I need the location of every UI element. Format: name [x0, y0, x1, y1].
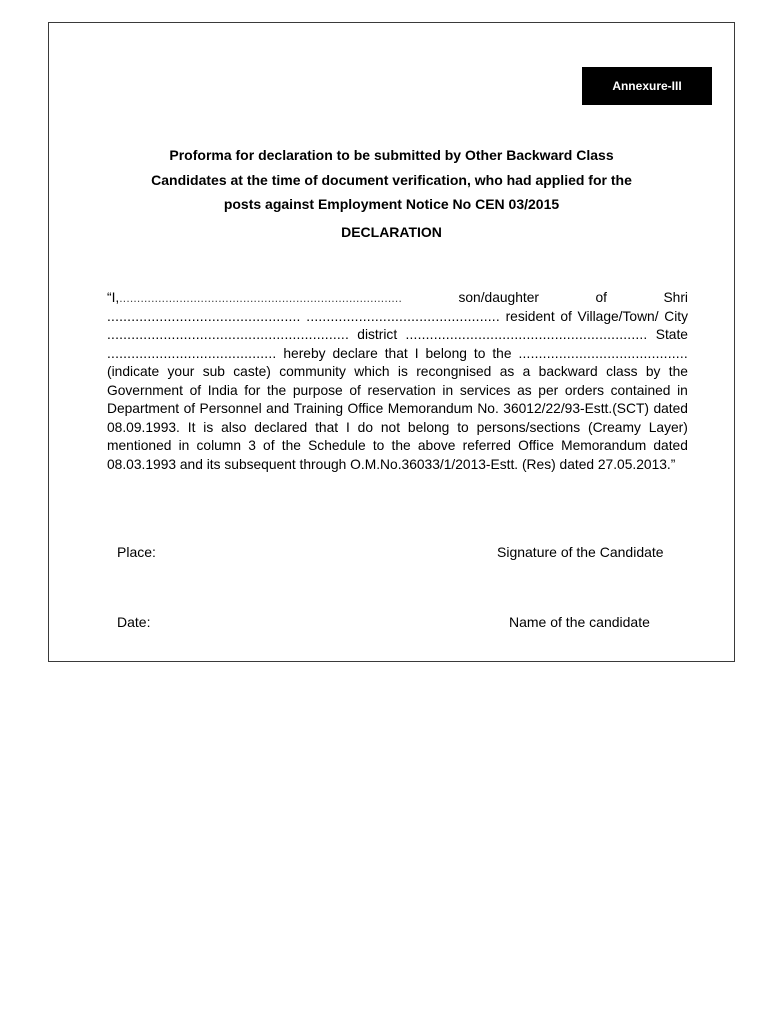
body-word: that — [384, 345, 408, 361]
district-blank: ............................................................ — [405, 327, 648, 342]
body-word: I — [414, 345, 419, 361]
name-blank: “I,................................................................................ — [107, 290, 402, 305]
title-line: posts against Employment Notice No CEN 03/2015 — [223, 196, 560, 212]
date-label: Date: — [117, 614, 151, 630]
body-last-line-text: 08.03.1993 and its subsequent through O.M.No.36033/1/2013-Estt. (Res) dated 27.05.2013. — [107, 456, 671, 472]
body-line: (indicate your sub caste) community which is recongnised as a backward class by the — [107, 364, 688, 379]
title-line: Candidates at the time of document verification, who had applied for the — [151, 171, 632, 188]
body-word: belong — [425, 345, 467, 361]
place-label: Place: — [117, 544, 156, 560]
body-line: Government of India for the purpose of reservation in services as per orders contained in — [107, 382, 688, 398]
body-line — [107, 326, 688, 345]
declaration-body — [107, 289, 688, 474]
closing-quote: ” — [670, 456, 676, 472]
title-line: Proforma for declaration to be submitted by Other Backward Class — [169, 147, 614, 163]
body-word: Shri — [663, 290, 688, 305]
document-frame — [48, 22, 735, 662]
signature-label: Signature of the Candidate — [497, 544, 664, 560]
community-blank: .......................................... — [518, 345, 688, 361]
body-word: district — [357, 327, 398, 342]
village-blank: ............................................................ — [107, 327, 349, 342]
body-line — [107, 456, 688, 475]
candidate-name-label: Name of the candidate — [509, 614, 650, 630]
body-word: Village/Town/ — [577, 308, 659, 324]
declaration-heading: DECLARATION — [341, 224, 442, 240]
annexure-badge — [582, 67, 712, 105]
annexure-label: Annexure-III — [612, 79, 682, 93]
body-line — [107, 345, 688, 364]
father-name-blank: ................................................ — [107, 308, 301, 324]
body-word: State — [655, 327, 688, 342]
body-line: 08.09.1993. It is also declared that I do not belong to persons/sections (Creamy Layer) — [107, 419, 688, 435]
body-line — [107, 289, 688, 308]
body-word: son/daughter — [458, 290, 539, 305]
state-blank: .......................................... — [107, 345, 277, 361]
body-word: of — [595, 290, 607, 305]
body-word: the — [492, 345, 512, 361]
body-word: of — [560, 308, 572, 324]
body-word: declare — [332, 345, 378, 361]
body-word: to — [473, 345, 486, 361]
document-title — [49, 143, 734, 217]
father-name-blank-2: ................................................ — [306, 308, 500, 324]
body-word: City — [664, 308, 688, 324]
body-word: resident — [505, 308, 555, 324]
body-line: Department of Personnel and Training Office Memorandum No. 36012/22/93-Estt.(SCT) dated — [107, 401, 688, 416]
body-line: mentioned in column 3 of the Schedule to the above referred Office Memorandum dated — [107, 438, 688, 453]
body-line — [107, 308, 688, 327]
body-word: hereby — [283, 345, 326, 361]
